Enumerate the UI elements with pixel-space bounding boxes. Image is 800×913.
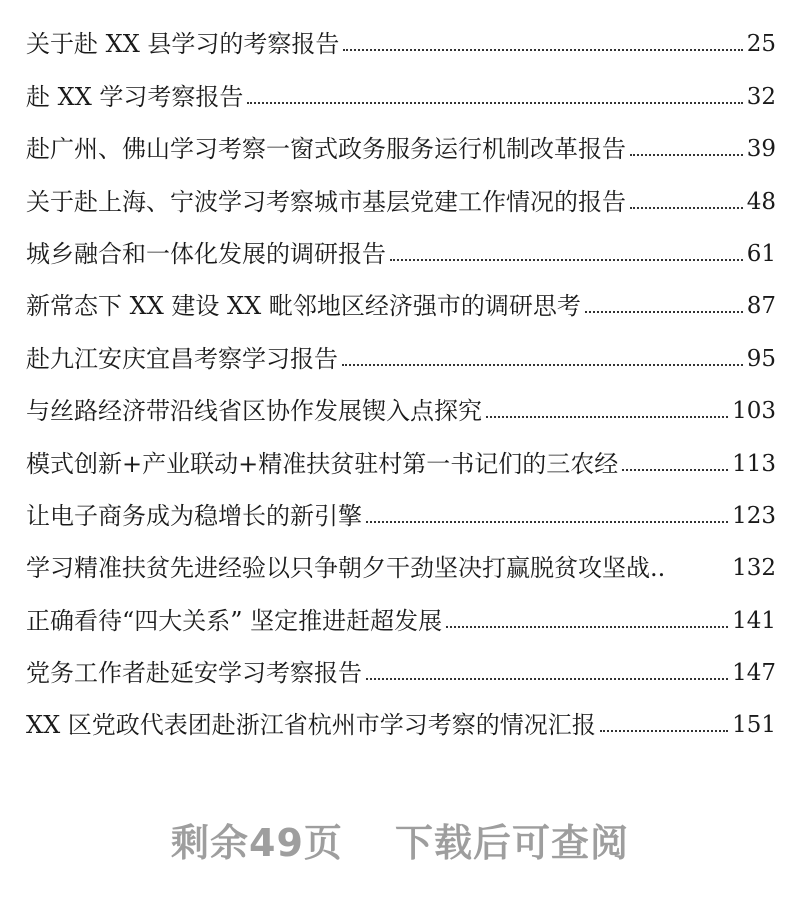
toc-entry-page: 25 <box>746 31 776 58</box>
toc-leader-dots <box>600 730 728 732</box>
toc-entry[interactable] <box>26 318 776 373</box>
toc-entry-page: 147 <box>732 660 776 687</box>
toc-entry-page: 61 <box>746 240 776 267</box>
toc-entry-title: 与丝路经济带沿线省区协作发展锲入点探究 <box>26 397 482 426</box>
toc-entry-page: 103 <box>732 398 776 425</box>
toc-leader-dots <box>343 49 742 51</box>
toc-entry-page: 87 <box>746 293 776 320</box>
toc-leader-dots <box>486 416 728 418</box>
toc-entry-title: 赴九江安庆宜昌考察学习报告 <box>26 344 338 373</box>
toc-entry-page: 123 <box>732 502 776 529</box>
toc-entry[interactable] <box>26 423 776 478</box>
toc-entry[interactable] <box>26 580 776 635</box>
download-to-view-text: 下载后可查阅 <box>394 821 629 865</box>
toc-entry[interactable] <box>26 214 776 266</box>
toc-leader-dots <box>247 102 742 104</box>
toc-entry-page: 32 <box>746 83 776 110</box>
toc-entry-title: 关于赴 XX 县学习的考察报告 <box>26 30 340 59</box>
toc-entry-title: 让电子商务成为稳增长的新引擎 <box>26 501 362 530</box>
toc-entry[interactable] <box>26 476 776 528</box>
toc-leader-dots <box>366 678 728 680</box>
toc-entry[interactable] <box>26 4 776 59</box>
toc-entry-title: 城乡融合和一体化发展的调研报告 <box>26 239 386 268</box>
toc-leader-dots <box>630 207 743 209</box>
toc-entry-title: 模式创新+产业联动+精准扶贫驻村第一书记们的三农经 <box>26 449 619 478</box>
remaining-pages-text: 剩余49页 <box>171 821 343 865</box>
toc-entry[interactable] <box>26 109 776 164</box>
toc-entry-title: 赴广州、佛山学习考察一窗式政务服务运行机制改革报告 <box>26 135 626 164</box>
toc-entry-title: 正确看待“四大关系” 坚定推进赶超发展 <box>26 606 443 635</box>
toc-entry-title: 关于赴上海、宁波学习考察城市基层党建工作情况的报告 <box>26 187 626 216</box>
toc-leader-dots <box>585 311 743 313</box>
toc-entry-page: 151 <box>732 712 776 739</box>
toc-entry[interactable] <box>26 371 776 426</box>
toc-leader-dots <box>342 364 743 366</box>
toc-leader-dots <box>630 154 743 156</box>
toc-entry-page: 95 <box>746 345 776 372</box>
toc-leader-dots <box>390 259 743 261</box>
toc-entry-title: 新常态下 XX 建设 XX 毗邻地区经济强市的调研思考 <box>26 292 581 321</box>
toc-entry-page: 132 <box>732 555 776 582</box>
toc-entry-page: 113 <box>732 450 776 477</box>
toc-entry[interactable] <box>26 633 776 688</box>
toc-entry-page: 39 <box>746 136 776 163</box>
toc-leader-dots <box>446 626 728 628</box>
toc-entry-page: 141 <box>732 607 776 634</box>
toc-leader-dots <box>622 469 728 471</box>
toc-entry[interactable] <box>26 528 776 583</box>
table-of-contents <box>26 4 776 740</box>
toc-entry-title: 党务工作者赴延安学习考察报告 <box>26 659 362 688</box>
toc-entry-page: 48 <box>746 188 776 215</box>
toc-entry-title: XX 区党政代表团赴浙江省杭州市学习考察的情况汇报 <box>26 711 596 740</box>
toc-leader-dots <box>366 521 728 523</box>
toc-entry-title: 赴 XX 学习考察报告 <box>26 82 244 111</box>
toc-entry[interactable] <box>26 266 776 321</box>
toc-entry[interactable] <box>26 161 776 216</box>
toc-entry[interactable] <box>26 56 776 111</box>
toc-entry[interactable] <box>26 685 776 740</box>
download-prompt[interactable] <box>0 812 800 867</box>
toc-entry-title: 学习精准扶贫先进经验以只争朝夕干劲坚决打赢脱贫攻坚战.. <box>26 554 666 583</box>
